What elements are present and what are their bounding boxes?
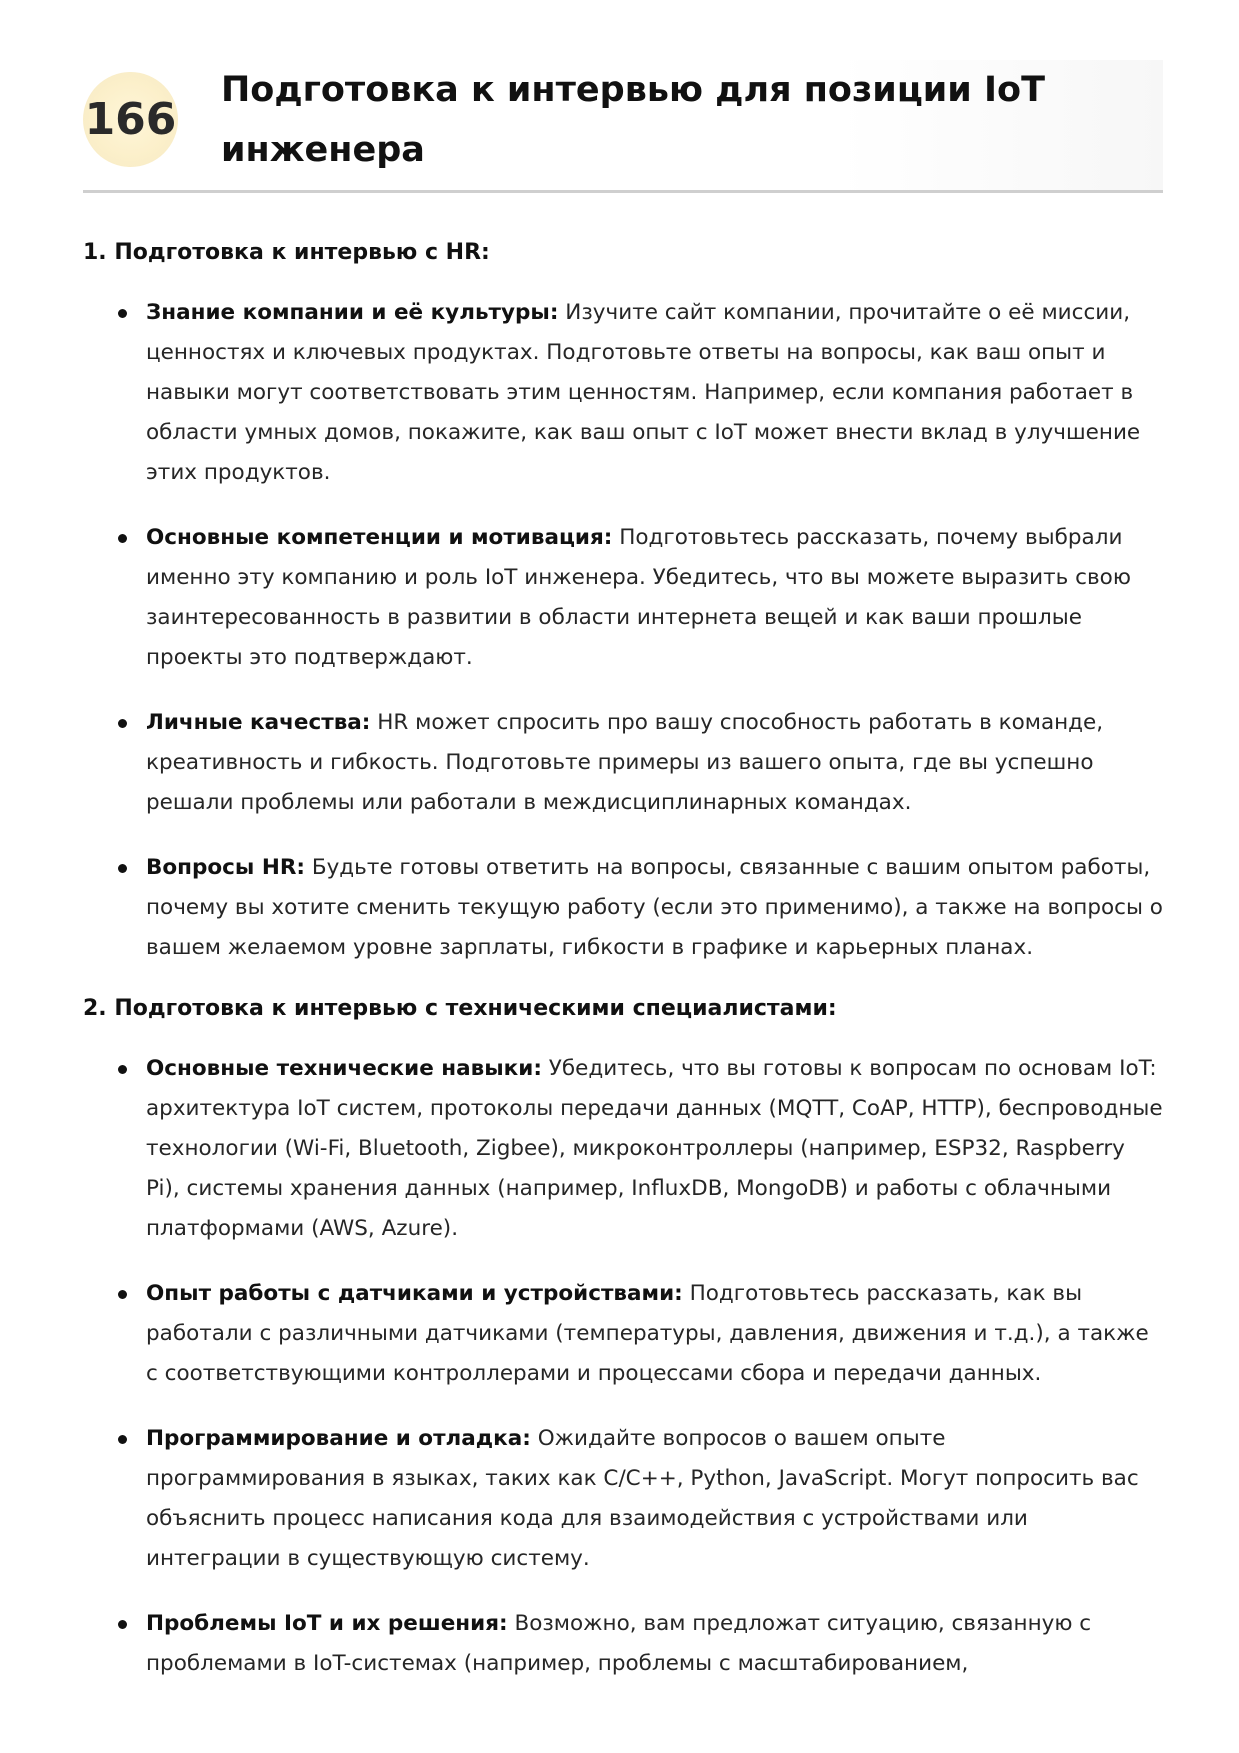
list-item-text: Подготовьтесь рассказать, как вы работали с различными датчиками (температуры, давления, движения и т.д.), а также с соответствующими контроллерами и процессами сбора и передачи данных. bbox=[146, 1281, 1149, 1386]
list-item-text: Убедитесь, что вы готовы к вопросам по основам IoT: архитектура IoT систем, протоколы передачи данных (MQTT, CoAP, HTTP), беспроводные технологии (Wi-Fi, Bluetooth, Zigbee), микроконтроллеры (например, ESP32, Raspberry Pi), системы хранения данных (например, InfluxDB, MongoDB) и работы с облачными платформами (AWS, Azure). bbox=[146, 1056, 1163, 1241]
list-item-text: HR может спросить про вашу способность работать в команде, креативность и гибкость. Подготовьте примеры из вашего опыта, где вы успешно решали проблемы или работали в междисциплинарных командах. bbox=[146, 710, 1104, 815]
list-item-term: Основные технические навыки: bbox=[146, 1056, 542, 1081]
list-item-text: Ожидайте вопросов о вашем опыте программирования в языках, таких как C/C++, Python, JavaScript. Могут попросить вас объяснить процесс написания кода для взаимодействия с устройствами или интеграции в существующую систему. bbox=[146, 1426, 1139, 1571]
section-heading-hr: 1. Подготовка к интервью с HR: bbox=[83, 240, 490, 265]
list-item bbox=[146, 848, 1163, 968]
page-title: Подготовка к интервью для позиции IoT инженера bbox=[221, 70, 1045, 170]
list-item bbox=[146, 703, 1163, 823]
list-item bbox=[146, 293, 1163, 493]
list-item-term: Программирование и отладка: bbox=[146, 1426, 531, 1451]
list-item-term: Знание компании и её культуры: bbox=[146, 300, 559, 325]
list-item-term: Проблемы IoT и их решения: bbox=[146, 1611, 508, 1636]
list-item-term: Личные качества: bbox=[146, 710, 371, 735]
list-item-text: Подготовьтесь рассказать, почему выбрали именно эту компанию и роль IoT инженера. Убедитесь, что вы можете выразить свою заинтересованность в развитии в области интернета вещей и как ваши прошлые проекты это подтверждают. bbox=[146, 525, 1131, 670]
list-item bbox=[146, 1049, 1163, 1249]
list-item-term: Вопросы HR: bbox=[146, 855, 305, 880]
list-item-text: Будьте готовы ответить на вопросы, связанные с вашим опытом работы, почему вы хотите сменить текущую работу (если это применимо), а также на вопросы о вашем желаемом уровне зарплаты, гибкости в графике и карьерных планах. bbox=[146, 855, 1163, 960]
list-item bbox=[146, 518, 1163, 678]
hr-prep-list bbox=[83, 293, 1163, 968]
section-heading-tech: 2. Подготовка к интервью с техническими специалистами: bbox=[83, 996, 837, 1021]
document-page bbox=[83, 60, 1163, 1709]
list-item bbox=[146, 1274, 1163, 1394]
list-item-term: Опыт работы с датчиками и устройствами: bbox=[146, 1281, 683, 1306]
document-body bbox=[83, 237, 1163, 1684]
tech-prep-list bbox=[83, 1049, 1163, 1684]
list-item bbox=[146, 1604, 1163, 1684]
list-item-text: Возможно, вам предложат ситуацию, связанную с проблемами в IoT-системах (например, проблемы с масштабированием, bbox=[146, 1611, 1092, 1676]
list-item-term: Основные компетенции и мотивация: bbox=[146, 525, 613, 550]
page-number-badge: 166 bbox=[83, 72, 178, 167]
list-item-text: Изучите сайт компании, прочитайте о её миссии, ценностях и ключевых продуктах. Подготовьте ответы на вопросы, как ваш опыт и навыки могут соответствовать этим ценностям. Например, если компания работает в области умных домов, покажите, как ваш опыт с IoT может внести вклад в улучшение этих продуктов. bbox=[146, 300, 1141, 485]
page-header bbox=[83, 60, 1163, 193]
list-item bbox=[146, 1419, 1163, 1579]
